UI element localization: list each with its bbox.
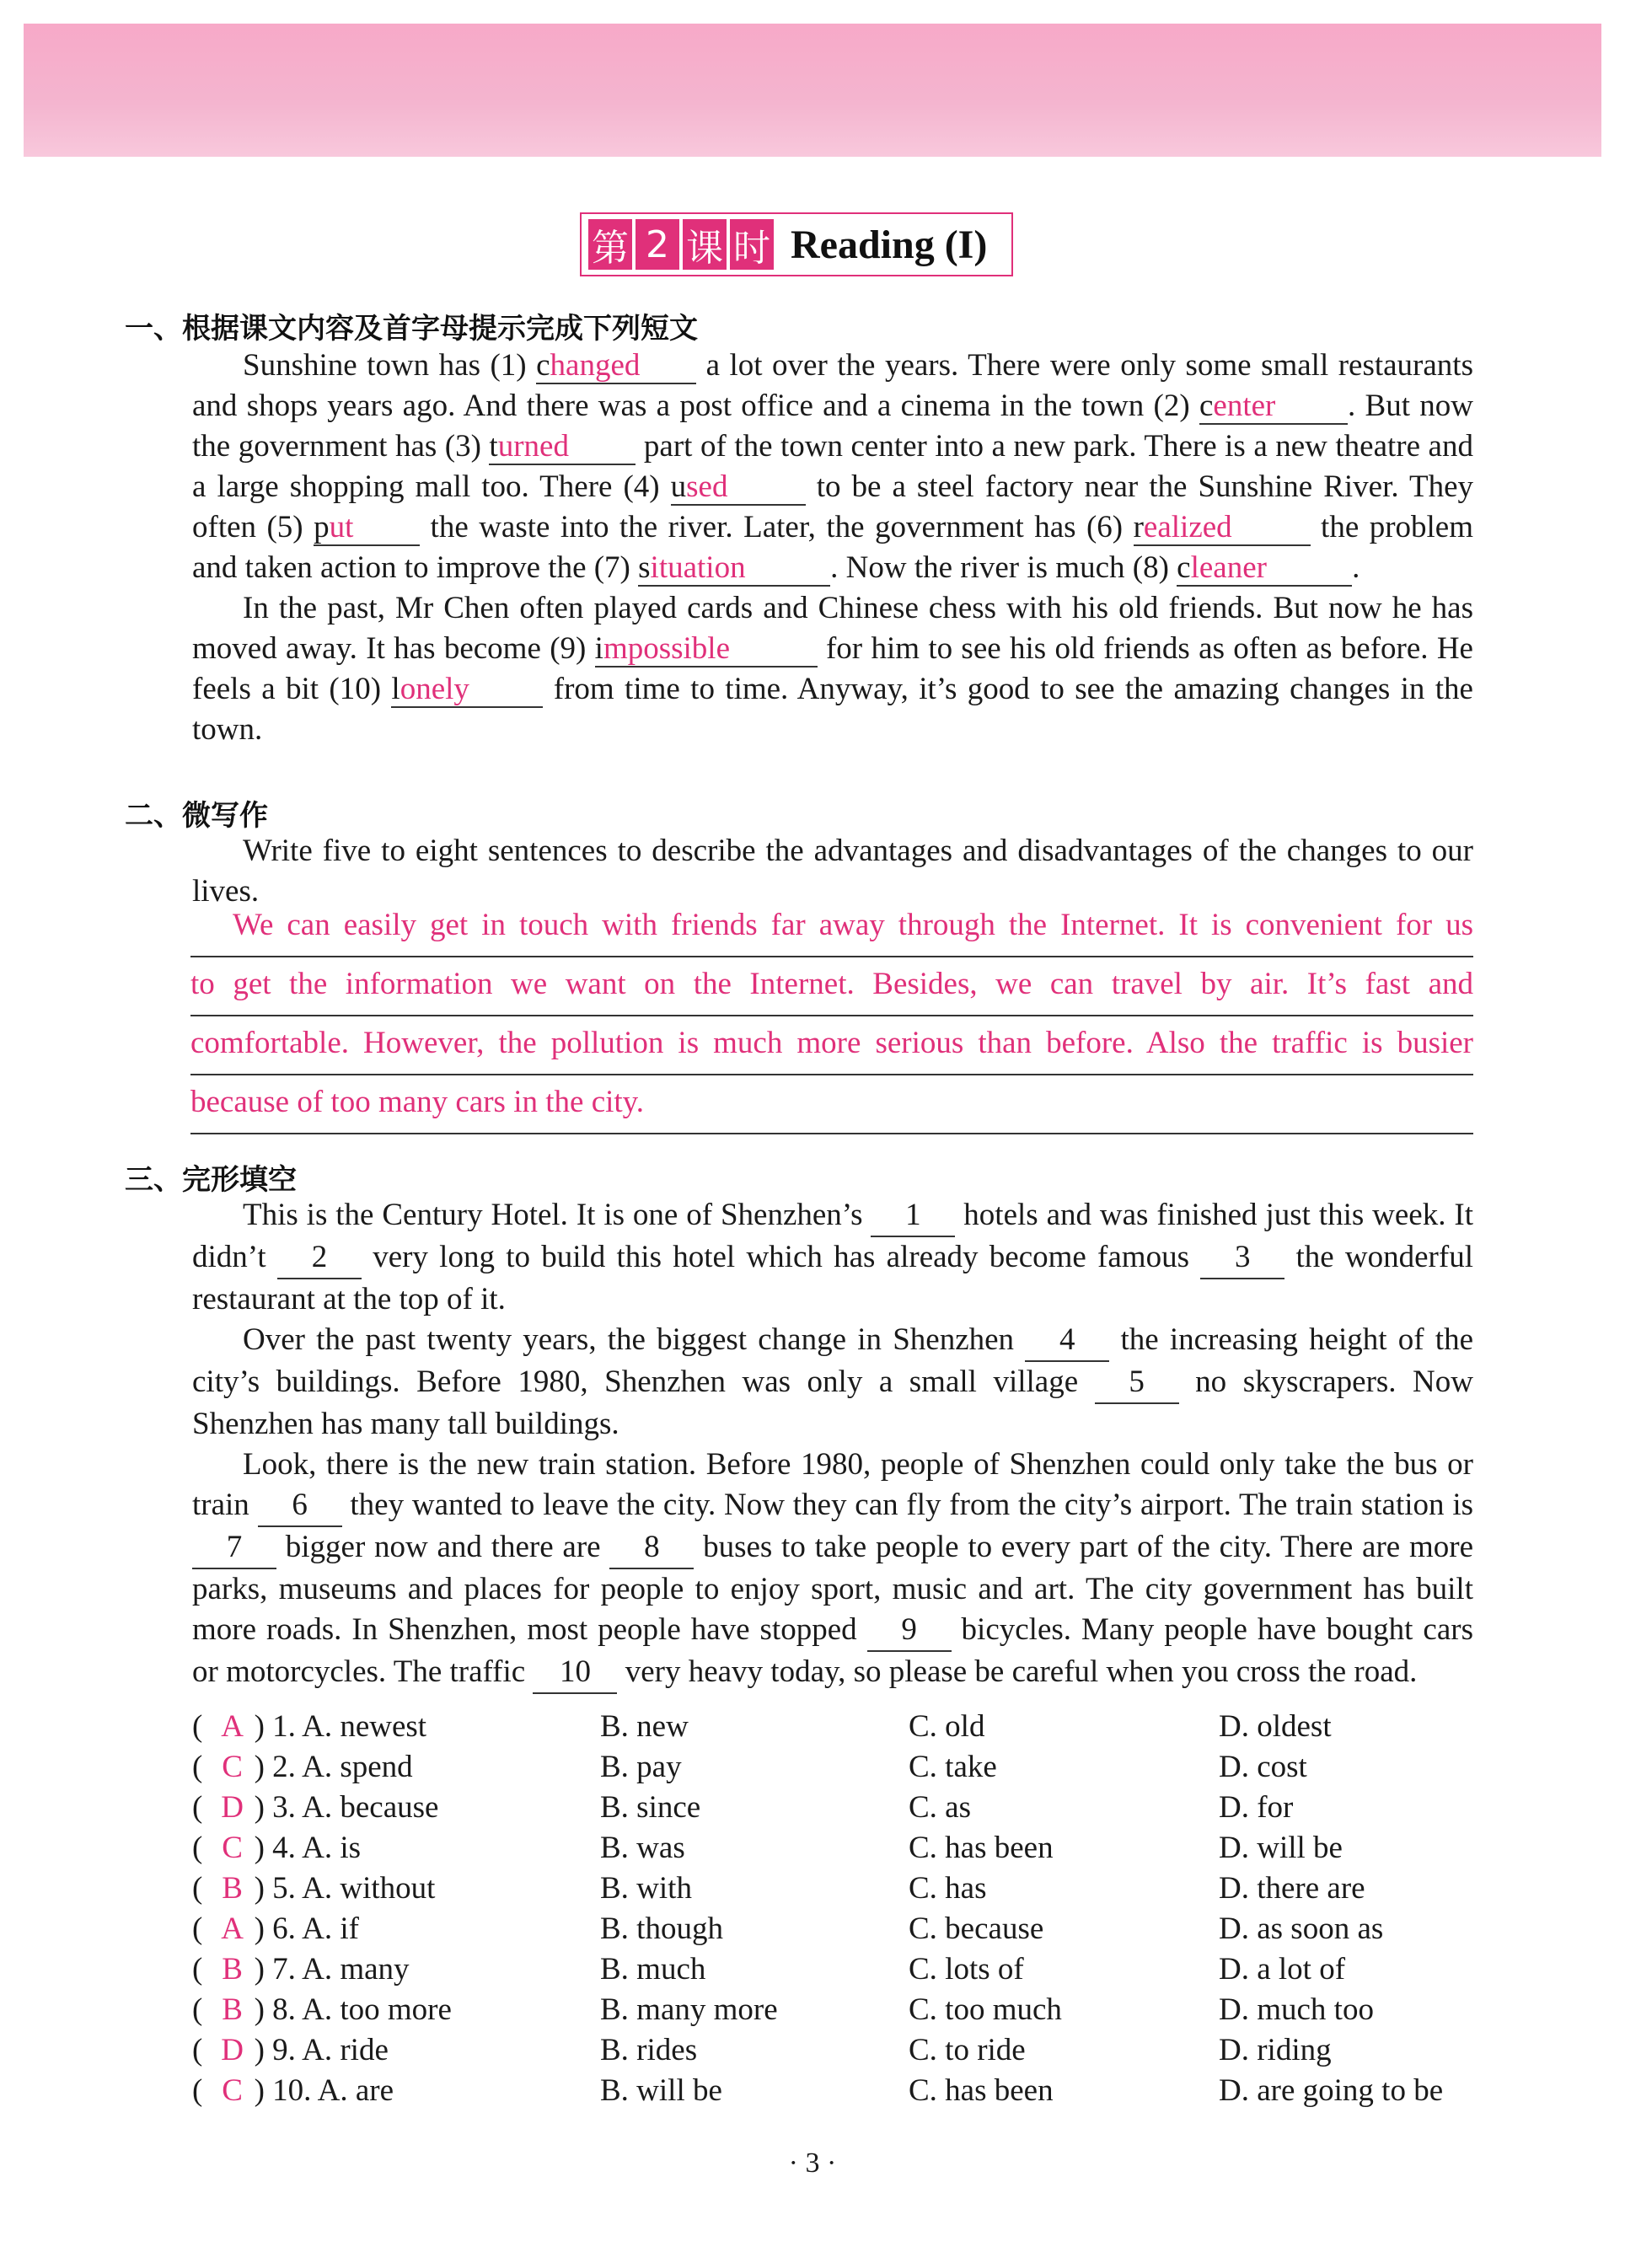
text: very heavy today, so please be careful when you cross the road. [617, 1654, 1418, 1689]
text: . But now the government has (3) [192, 389, 1473, 464]
answer-text: urned [497, 429, 569, 464]
answer-blank-7 [638, 551, 830, 587]
hint-letter: i [594, 631, 603, 666]
writing-prompt: Write five to eight sentences to describe the advantages and disadvantages of the changes to our lives. [192, 834, 1473, 909]
answer-choice: C [222, 1830, 243, 1865]
question-stem: ( A ) 1. A. newest [192, 1708, 427, 1744]
hint-letter: t [489, 429, 498, 464]
cloze-blank: 4 [1025, 1320, 1109, 1362]
option-c: C. as [909, 1789, 971, 1825]
answer-choice: B [222, 1951, 243, 1987]
question-row [192, 2029, 1490, 2070]
answer-blank-5 [314, 511, 420, 546]
question-number: 6. [272, 1911, 296, 1946]
text: Sunshine town has (1) [243, 348, 537, 383]
answer-text: enter [1213, 389, 1276, 423]
option-b: B. new [600, 1708, 689, 1744]
hint-letter: r [1133, 510, 1144, 544]
answer-blank-8 [1177, 551, 1352, 587]
answer-blank-2 [1199, 389, 1348, 425]
question-number: 8. [272, 1992, 296, 2027]
option-d: D. will be [1219, 1830, 1343, 1865]
text: the waste into the river. Later, the government has (6) [420, 510, 1134, 544]
title-char: 2 [636, 219, 679, 270]
answer-blank-6 [1134, 511, 1311, 546]
option-c: C. take [909, 1749, 997, 1784]
cloze-blank: 8 [609, 1527, 694, 1569]
question-number: 9. [272, 2032, 296, 2067]
option-d: D. there are [1219, 1870, 1365, 1906]
option-b: B. much [600, 1951, 706, 1987]
cloze-blank: 5 [1095, 1362, 1179, 1404]
answer-text: leaner [1190, 550, 1267, 585]
option-d: D. as soon as [1219, 1911, 1384, 1946]
answer-text: ituation [650, 550, 746, 585]
option-b: B. though [600, 1911, 723, 1946]
cloze-blank: 2 [277, 1237, 362, 1279]
cloze-paragraph2 [192, 1320, 1473, 1445]
option-a: A. too more [302, 1992, 452, 2027]
option-c: C. has been [909, 1830, 1054, 1865]
text: Over the past twenty years, the biggest change in Shenzhen [243, 1322, 1026, 1357]
title-char: 时 [730, 219, 774, 270]
hint-letter: c [1199, 389, 1214, 423]
text: they wanted to leave the city. Now they can fly from the city’s airport. The train station is [341, 1488, 1473, 1522]
text: hotels and was finished just this week. It didn’t [192, 1198, 1473, 1274]
answer-text: sed [686, 469, 728, 504]
answer-blank-10 [391, 673, 543, 708]
question-row [192, 1989, 1490, 2029]
cloze-blank: 10 [533, 1652, 617, 1694]
question-row [192, 1908, 1490, 1949]
option-a: A. newest [302, 1708, 427, 1744]
hint-letter: c [1177, 550, 1191, 585]
section1-text [192, 346, 1473, 750]
text: a lot over the years. There were only some small restaurants and shops years ago. And there was a post office and a cinema in the town (2) [192, 348, 1473, 423]
option-a: A. is [302, 1830, 362, 1865]
text: Look, there is the new train station. Before 1980, people of Shenzhen could only take the bus or train [192, 1447, 1473, 1522]
section3-passage [192, 1195, 1473, 1694]
answer-choice: B [222, 1870, 243, 1906]
question-stem: ( B ) 8. A. too more [192, 1992, 452, 2027]
text: part of the town center into a new park. There is a new theatre and a large shopping mall too. There (4) [192, 429, 1473, 504]
section2-heading: 二、微写作 [125, 799, 268, 833]
option-a: A. spend [302, 1749, 413, 1784]
text: to be a steel factory near the Sunshine River. They often (5) [192, 469, 1473, 544]
option-b: B. many more [600, 1992, 778, 2027]
option-a: A. because [302, 1789, 439, 1825]
question-row [192, 1706, 1490, 1746]
cloze-blank: 7 [192, 1527, 276, 1569]
answer-choice: C [222, 1749, 243, 1784]
text: very long to build this hotel which has already become famous [361, 1240, 1201, 1274]
option-a: A. are [317, 2072, 394, 2108]
option-d: D. riding [1219, 2032, 1332, 2067]
question-stem: ( C ) 2. A. spend [192, 1749, 413, 1784]
answer-choice: A [221, 1911, 244, 1946]
cloze-blank: 9 [867, 1610, 952, 1652]
cloze-paragraph1 [192, 1195, 1473, 1320]
answer-choice: D [221, 1789, 244, 1825]
option-c: C. old [909, 1708, 985, 1744]
question-number: 7. [272, 1951, 296, 1987]
option-a: A. if [302, 1911, 359, 1946]
section3-heading: 三、完形填空 [125, 1163, 297, 1197]
question-row [192, 2070, 1490, 2110]
answer-line: because of too many cars in the city. [190, 1075, 1473, 1134]
option-b: B. with [600, 1870, 692, 1906]
question-number: 10. [272, 2072, 312, 2108]
text: buses to take people to every part of the city. There are more parks, museums and places for people to enjoy sport, music and art. The city government has built more roads. In Shenzhen, most people have stopped [192, 1530, 1473, 1647]
question-number: 5. [272, 1870, 296, 1906]
question-stem: ( D ) 3. A. because [192, 1789, 439, 1825]
text: from time to time. Anyway, it’s good to see the amazing changes in the town. [192, 672, 1473, 747]
answer-blank-3 [489, 430, 636, 465]
question-number: 2. [272, 1749, 296, 1784]
answer-text: ealized [1143, 510, 1232, 544]
hint-letter: s [638, 550, 651, 585]
answer-choice: B [222, 1992, 243, 2027]
question-stem: ( B ) 7. A. many [192, 1951, 410, 1987]
cloze-blank: 1 [871, 1195, 955, 1237]
text: the wonderful restaurant at the top of it. [192, 1240, 1473, 1316]
option-b: B. rides [600, 2032, 698, 2067]
answer-line: comfortable. However, the pollution is much more serious than before. Also the traffic is busier [190, 1016, 1473, 1075]
title-char: 课 [683, 219, 727, 270]
option-d: D. oldest [1219, 1708, 1332, 1744]
header-banner [24, 24, 1601, 157]
answer-choice: C [222, 2072, 243, 2108]
option-b: B. will be [600, 2072, 722, 2108]
option-c: C. lots of [909, 1951, 1024, 1987]
cloze-blank: 6 [258, 1485, 342, 1527]
option-a: A. ride [302, 2032, 389, 2067]
option-d: D. a lot of [1219, 1951, 1346, 1987]
option-c: C. to ride [909, 2032, 1026, 2067]
hint-letter: c [536, 348, 550, 383]
answer-blank-1 [536, 349, 696, 384]
option-c: C. because [909, 1911, 1044, 1946]
text: bigger now and there are [276, 1530, 610, 1564]
hint-letter: u [670, 469, 687, 504]
section1-paragraph1 [192, 346, 1473, 588]
hint-letter: p [314, 510, 330, 544]
answer-blank-4 [671, 470, 806, 506]
answer-text: mpossible [603, 631, 730, 666]
text: for him to see his old friends as often as before. He feels a bit (10) [192, 631, 1473, 706]
question-stem: ( C ) 10. A. are [192, 2072, 394, 2108]
question-number: 3. [272, 1789, 296, 1825]
question-row [192, 1827, 1490, 1868]
text: This is the Century Hotel. It is one of Shenzhen’s [243, 1198, 871, 1232]
page-number: · 3 · [788, 2147, 837, 2179]
title-text: Reading (I) [791, 222, 988, 267]
question-row [192, 1746, 1490, 1787]
answer-blank-9 [595, 632, 818, 668]
question-stem: ( D ) 9. A. ride [192, 2032, 389, 2067]
text: . [1352, 550, 1360, 585]
question-stem: ( A ) 6. A. if [192, 1911, 359, 1946]
section1-paragraph2 [192, 588, 1473, 750]
answer-text: ut [329, 510, 354, 544]
writing-answer [190, 898, 1473, 1134]
answer-line: to get the information we want on the Internet. Besides, we can travel by air. It’s fast and [190, 957, 1473, 1016]
question-stem: ( B ) 5. A. without [192, 1870, 436, 1906]
text: the problem and taken action to improve the (7) [192, 510, 1474, 585]
option-b: B. since [600, 1789, 701, 1825]
option-d: D. for [1219, 1789, 1294, 1825]
lesson-title [580, 212, 1013, 276]
question-stem: ( C ) 4. A. is [192, 1830, 362, 1865]
text: no skyscrapers. Now Shenzhen has many tall buildings. [192, 1365, 1473, 1441]
option-b: B. pay [600, 1749, 682, 1784]
answer-text: onely [400, 672, 469, 706]
option-b: B. was [600, 1830, 685, 1865]
option-d: D. cost [1219, 1749, 1307, 1784]
option-c: C. has [909, 1870, 987, 1906]
question-number: 4. [272, 1830, 296, 1865]
answer-text: hanged [550, 348, 641, 383]
option-a: A. many [302, 1951, 410, 1987]
question-number: 1. [272, 1708, 296, 1744]
question-row [192, 1787, 1490, 1827]
option-c: C. has been [909, 2072, 1054, 2108]
answer-choice: A [221, 1708, 244, 1744]
cloze-blank: 3 [1200, 1237, 1284, 1279]
option-c: C. too much [909, 1992, 1062, 2027]
option-d: D. much too [1219, 1992, 1374, 2027]
option-d: D. are going to be [1219, 2072, 1444, 2108]
answer-choice: D [221, 2032, 244, 2067]
section1-heading: 一、根据课文内容及首字母提示完成下列短文 [125, 312, 698, 346]
option-a: A. without [302, 1870, 436, 1906]
cloze-paragraph3 [192, 1445, 1473, 1694]
text: . Now the river is much (8) [830, 550, 1177, 585]
hint-letter: l [391, 672, 400, 706]
question-row [192, 1868, 1490, 1908]
text: In the past, Mr Chen often played cards and Chinese chess with his old friends. But now he has moved away. It has become (9) [192, 591, 1473, 666]
question-row [192, 1949, 1490, 1989]
text: bicycles. Many people have bought cars or motorcycles. The traffic [192, 1612, 1473, 1689]
title-char: 第 [588, 219, 632, 270]
cloze-options [192, 1706, 1490, 2110]
answer-line: We can easily get in touch with friends far away through the Internet. It is convenient for us [190, 898, 1473, 957]
text: the increasing height of the city’s buildings. Before 1980, Shenzhen was only a small village [192, 1322, 1473, 1399]
